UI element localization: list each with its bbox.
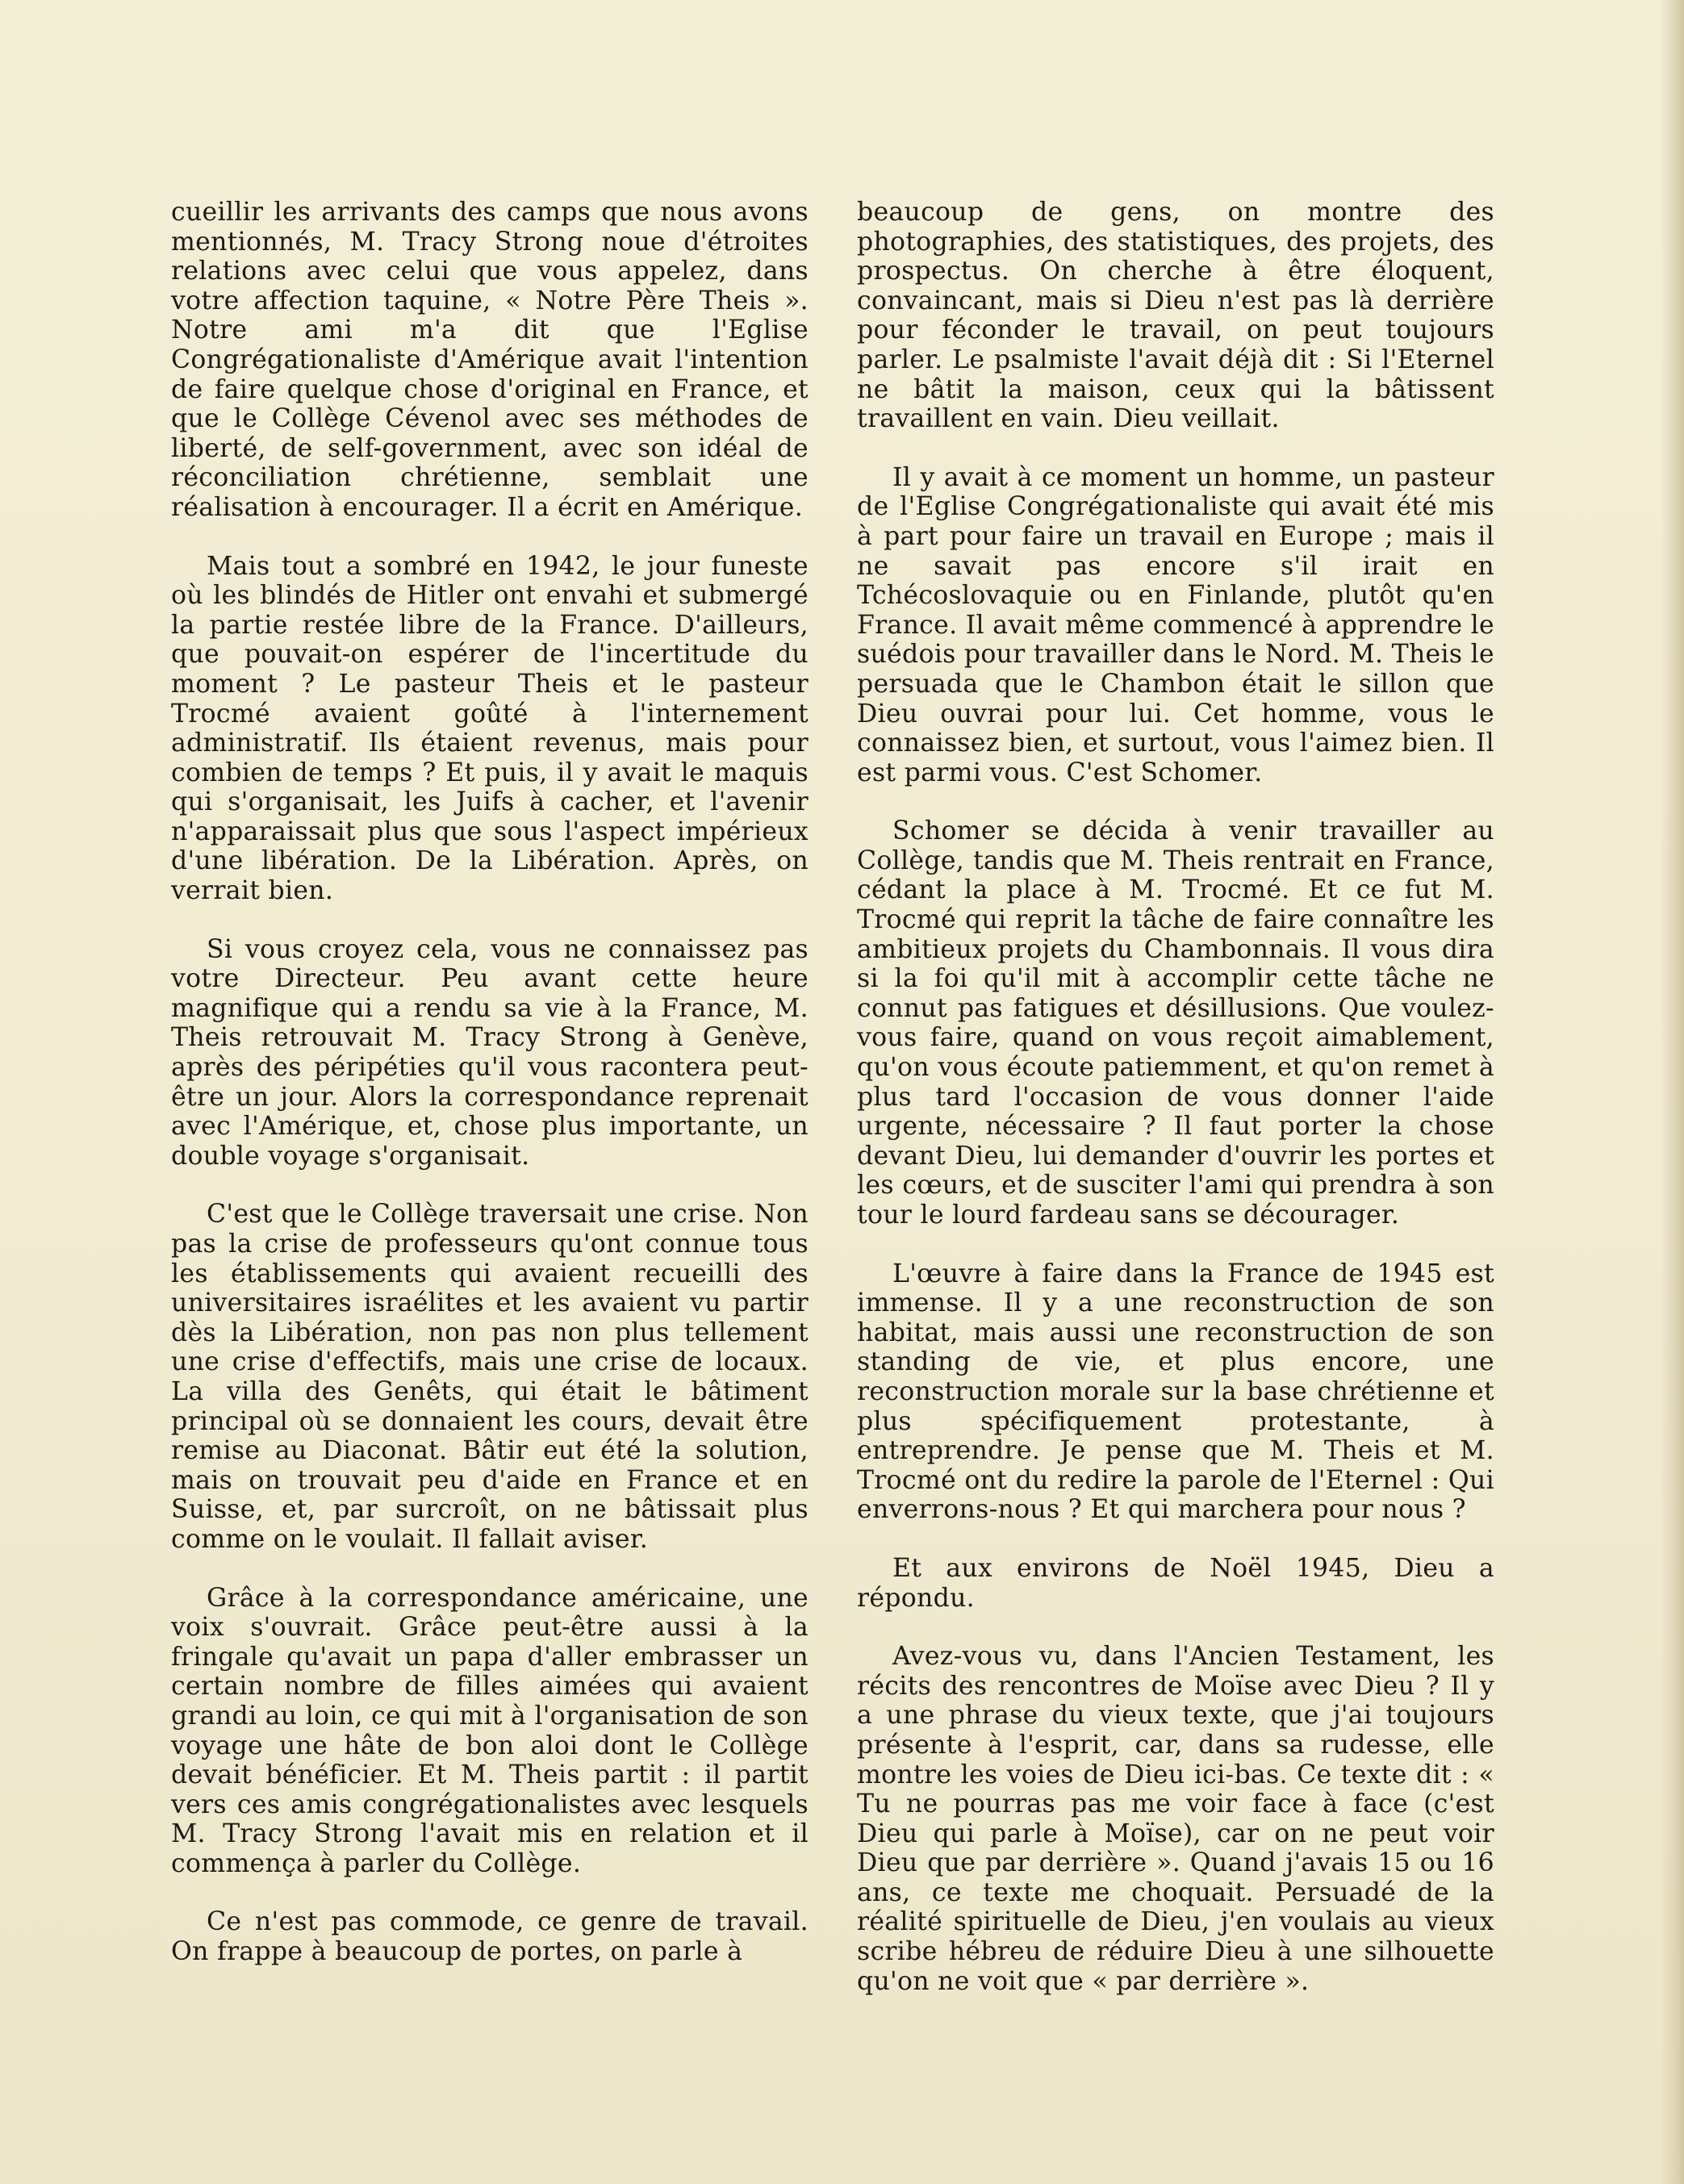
paragraph: beaucoup de gens, on montre des photographies, des statistiques, des projets, des prospectus. On cherche à être éloquent, convaincant, mais si Dieu n'est pas là derrière pour féconder le travail, on peut toujours parler. Le psalmiste l'avait déjà dit : Si l'Eternel ne bâtit la maison, ceux qui la bâtissent travaillent en vain. Dieu veillait. [857, 198, 1494, 434]
paragraph: Grâce à la correspondance américaine, une voix s'ouvrait. Grâce peut-être aussi à la fringale qu'avait un papa d'aller embrasser un certain nombre de filles aimées qui avaient grandi au loin, ce qui mit à l'organisation de son voyage une hâte de bon aloi dont le Collège devait bénéficier. Et M. Theis partit : il partit vers ces amis congrégationalistes avec lesquels M. Tracy Strong l'avait mis en relation et il commença à parler du Collège. [171, 1583, 809, 1878]
paragraph: Et aux environs de Noël 1945, Dieu a répondu. [857, 1553, 1494, 1613]
right-text-column [857, 198, 1494, 2025]
paragraph: L'œuvre à faire dans la France de 1945 est immense. Il y a une reconstruction de son habitat, mais aussi une reconstruction de son standing de vie, et plus encore, une reconstruction morale sur la base chrétienne et plus spécifiquement protestante, à entreprendre. Je pense que M. Theis et M. Trocmé ont du redire la parole de l'Eternel : Qui enverrons-nous ? Et qui marchera pour nous ? [857, 1259, 1494, 1525]
left-text-column [171, 198, 809, 1996]
page-edge-shadow [1660, 0, 1684, 2184]
paragraph: Schomer se décida à venir travailler au Collège, tandis que M. Theis rentrait en France, cédant la place à M. Trocmé. Et ce fut M. Trocmé qui reprit la tâche de faire connaître les ambitieux projets du Chambonnais. Il vous dira si la foi qu'il mit à accomplir cette tâche ne connut pas fatigues et désillusions. Que voulez-vous faire, quand on vous reçoit aimablement, qu'on vous écoute patiemment, et qu'on remet à plus tard l'occasion de vous donner l'aide urgente, nécessaire ? Il faut porter la chose devant Dieu, lui demander d'ouvrir les portes et les cœurs, et de susciter l'ami qui prendra à son tour le lourd fardeau sans se décourager. [857, 816, 1494, 1230]
paragraph: Si vous croyez cela, vous ne connaissez pas votre Directeur. Peu avant cette heure magnifique qui a rendu sa vie à la France, M. Theis retrouvait M. Tracy Strong à Genève, après des péripéties qu'il vous racontera peut-être un jour. Alors la correspondance reprenait avec l'Amérique, et, chose plus importante, un double voyage s'organisait. [171, 934, 809, 1171]
paragraph: Il y avait à ce moment un homme, un pasteur de l'Eglise Congrégationaliste qui avait été mis à part pour faire un travail en Europe ; mais il ne savait pas encore s'il irait en Tchécoslovaquie ou en Finlande, plutôt qu'en France. Il avait même commencé à apprendre le suédois pour travailler dans le Nord. M. Theis le persuada que le Chambon était le sillon que Dieu ouvrai pour lui. Cet homme, vous le connaissez bien, et surtout, vous l'aimez bien. Il est parmi vous. C'est Schomer. [857, 462, 1494, 787]
paragraph: Mais tout a sombré en 1942, le jour funeste où les blindés de Hitler ont envahi et submergé la partie restée libre de la France. D'ailleurs, que pouvait-on espérer de l'incertitude du moment ? Le pasteur Theis et le pasteur Trocmé avaient goûté à l'internement administratif. Ils étaient revenus, mais pour combien de temps ? Et puis, il y avait le maquis qui s'organisait, les Juifs à cacher, et l'avenir n'apparaissait plus que sous l'aspect impérieux d'une libération. De la Libération. Après, on verrait bien. [171, 551, 809, 906]
paragraph: C'est que le Collège traversait une crise. Non pas la crise de professeurs qu'ont connue tous les établissements qui avaient recueilli des universitaires israélites et les avaient vu partir dès la Libération, non pas non plus tellement une crise d'effectifs, mais une crise de locaux. La villa des Genêts, qui était le bâtiment principal où se donnaient les cours, devait être remise au Diaconat. Bâtir eut été la solution, mais on trouvait peu d'aide en France et en Suisse, et, par surcroît, on ne bâtissait plus comme on le voulait. Il fallait aviser. [171, 1200, 809, 1554]
paragraph: Avez-vous vu, dans l'Ancien Testament, les récits des rencontres de Moïse avec Dieu ? Il y a une phrase du vieux texte, que j'ai toujours présente à l'esprit, car, dans sa rudesse, elle montre les voies de Dieu ici-bas. Ce texte dit : « Tu ne pourras pas me voir face à face (c'est Dieu qui parle à Moïse), car on ne peut voir Dieu que par derrière ». Quand j'avais 15 ou 16 ans, ce texte me choquait. Persuadé de la réalité spirituelle de Dieu, j'en voulais au vieux scribe hébreu de réduire Dieu à une silhouette qu'on ne voit que « par derrière ». [857, 1642, 1494, 1996]
paragraph: cueillir les arrivants des camps que nous avons mentionnés, M. Tracy Strong noue d'étroites relations avec celui que vous appelez, dans votre affection taquine, « Notre Père Theis ». Notre ami m'a dit que l'Eglise Congrégationaliste d'Amérique avait l'intention de faire quelque chose d'original en France, et que le Collège Cévenol avec ses méthodes de liberté, de self-government, avec son idéal de réconciliation chrétienne, semblait une réalisation à encourager. Il a écrit en Amérique. [171, 198, 809, 522]
paragraph: Ce n'est pas commode, ce genre de travail. On frappe à beaucoup de portes, on parle à [171, 1907, 809, 1967]
